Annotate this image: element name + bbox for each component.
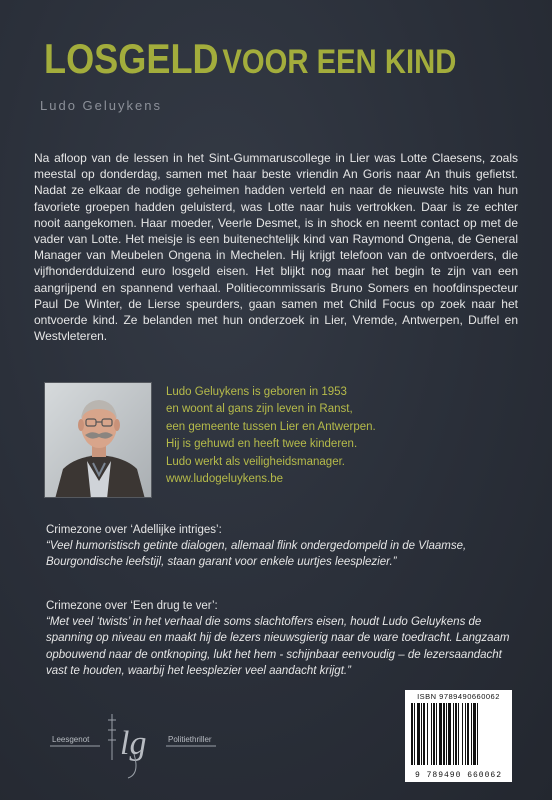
barcode-number: 9 789490 660062 (414, 771, 502, 780)
author-portrait-image (45, 383, 152, 498)
barcode-stripe (462, 703, 463, 765)
barcode-stripe (421, 703, 422, 765)
barcode-box (405, 690, 512, 782)
barcode-stripe (411, 703, 413, 765)
barcode-stripe (417, 703, 420, 765)
review-quote: “Veel humoristisch getinte dialogen, allemaal flink ondergedompeld in de Vlaamse, Bourgondische leefstijl, staan garant voor enkele uurtjes leesplezier.” (46, 540, 467, 569)
barcode-stripe (436, 703, 437, 765)
publisher-logo-graphic (48, 700, 218, 782)
barcode-stripe (439, 703, 442, 765)
bio-line: Hij is gehuwd en heeft twee kinderen. (166, 438, 358, 451)
barcode-stripe (473, 703, 476, 765)
logo-right-text: Politiethriller (168, 735, 212, 744)
author-photo (44, 382, 152, 498)
book-blurb: Na afloop van de lessen in het Sint-Gummaruscollege in Lier was Lotte Claesens, zoals meestal op donderdag, samen met haar beste vriendin An Goris naar An thuis gefietst. Nadat ze elkaar de nodige geheimen hadden verteld en naar de nieuwste hits van hun favoriete groepen hadden geluisterd, was Lotte naar huis vertrokken. Daar is ze echter nooit aangekomen. Haar moeder, Veerle Desmet, is in shock en neemt contact op met de vader van Lotte. Het meisje is een buitenechtelijk kind van Raymond Ongena, de General Manager van Meubelen Ongena in Mechelen. Hij krijgt telefoon van de ontvoerders, die vijfhonderdduizend euro losgeld eisen. Het blijkt nog maar het begin te zijn van een aangrijpend en spannend verhaal. Politiecommissaris Bruno Somers en hoofdinspecteur Paul De Winter, de Lierse speurders, gaan samen met Child Focus op zoek naar het ontvoerde kind. Ze belanden met hun onderzoek in Lier, Vremde, Antwerpen, Duffel en Westvleteren. (34, 151, 518, 344)
review-block (46, 598, 512, 679)
author-name: Ludo Geluykens (40, 98, 162, 113)
publisher-logo (48, 700, 218, 782)
logo-monogram: lg (120, 725, 147, 762)
book-title (44, 35, 457, 82)
barcode-stripe (448, 703, 451, 765)
barcode-stripe (423, 703, 425, 765)
review-quote: “Met veel ‘twists’ in het verhaal die soms slachtoffers eisen, houdt Ludo Geluykens de spanning op niveau en maakt hij de lezers nieuwsgierig naar de ware toedracht. Langzaam opbouwend naar de ontknoping, lukt het hem - schijnbaar eenvoudig – de lezersaandacht vast te houden, waarbij het leesplezier veel aandacht krijgt.” (46, 616, 510, 677)
bio-line: Ludo Geluykens is geboren in 1953 (166, 386, 347, 398)
barcode-bars (411, 703, 507, 765)
title-sub: VOOR EEN KIND (222, 43, 457, 81)
bio-line: en woont al gans zijn leven in Ranst, (166, 403, 353, 416)
barcode-stripe (446, 703, 447, 765)
bio-line: Ludo werkt als veiligheidsmanager. (166, 455, 345, 468)
barcode-stripe (431, 703, 432, 765)
barcode-stripe (471, 703, 472, 765)
barcode-stripe (443, 703, 445, 765)
barcode-stripe (455, 703, 457, 765)
barcode-stripe (427, 703, 428, 765)
barcode-stripe (433, 703, 435, 765)
logo-left-text: Leesgenot (52, 735, 90, 744)
isbn-label: ISBN 9789490660062 (417, 692, 500, 701)
barcode-stripe (465, 703, 466, 765)
title-main: LOSGELD (44, 35, 219, 82)
barcode-stripe (467, 703, 469, 765)
barcode-stripe (453, 703, 454, 765)
barcode-stripe (458, 703, 459, 765)
barcode-stripe (414, 703, 415, 765)
review-block (46, 522, 512, 571)
review-heading: Crimezone over ‘Adellijke intriges’: (46, 524, 222, 536)
author-bio (166, 384, 376, 488)
review-heading: Crimezone over ‘Een drug te ver’: (46, 600, 218, 612)
bio-line: een gemeente tussen Lier en Antwerpen. (166, 420, 376, 433)
author-website: www.ludogeluykens.be (166, 473, 283, 486)
barcode-stripe (477, 703, 478, 765)
